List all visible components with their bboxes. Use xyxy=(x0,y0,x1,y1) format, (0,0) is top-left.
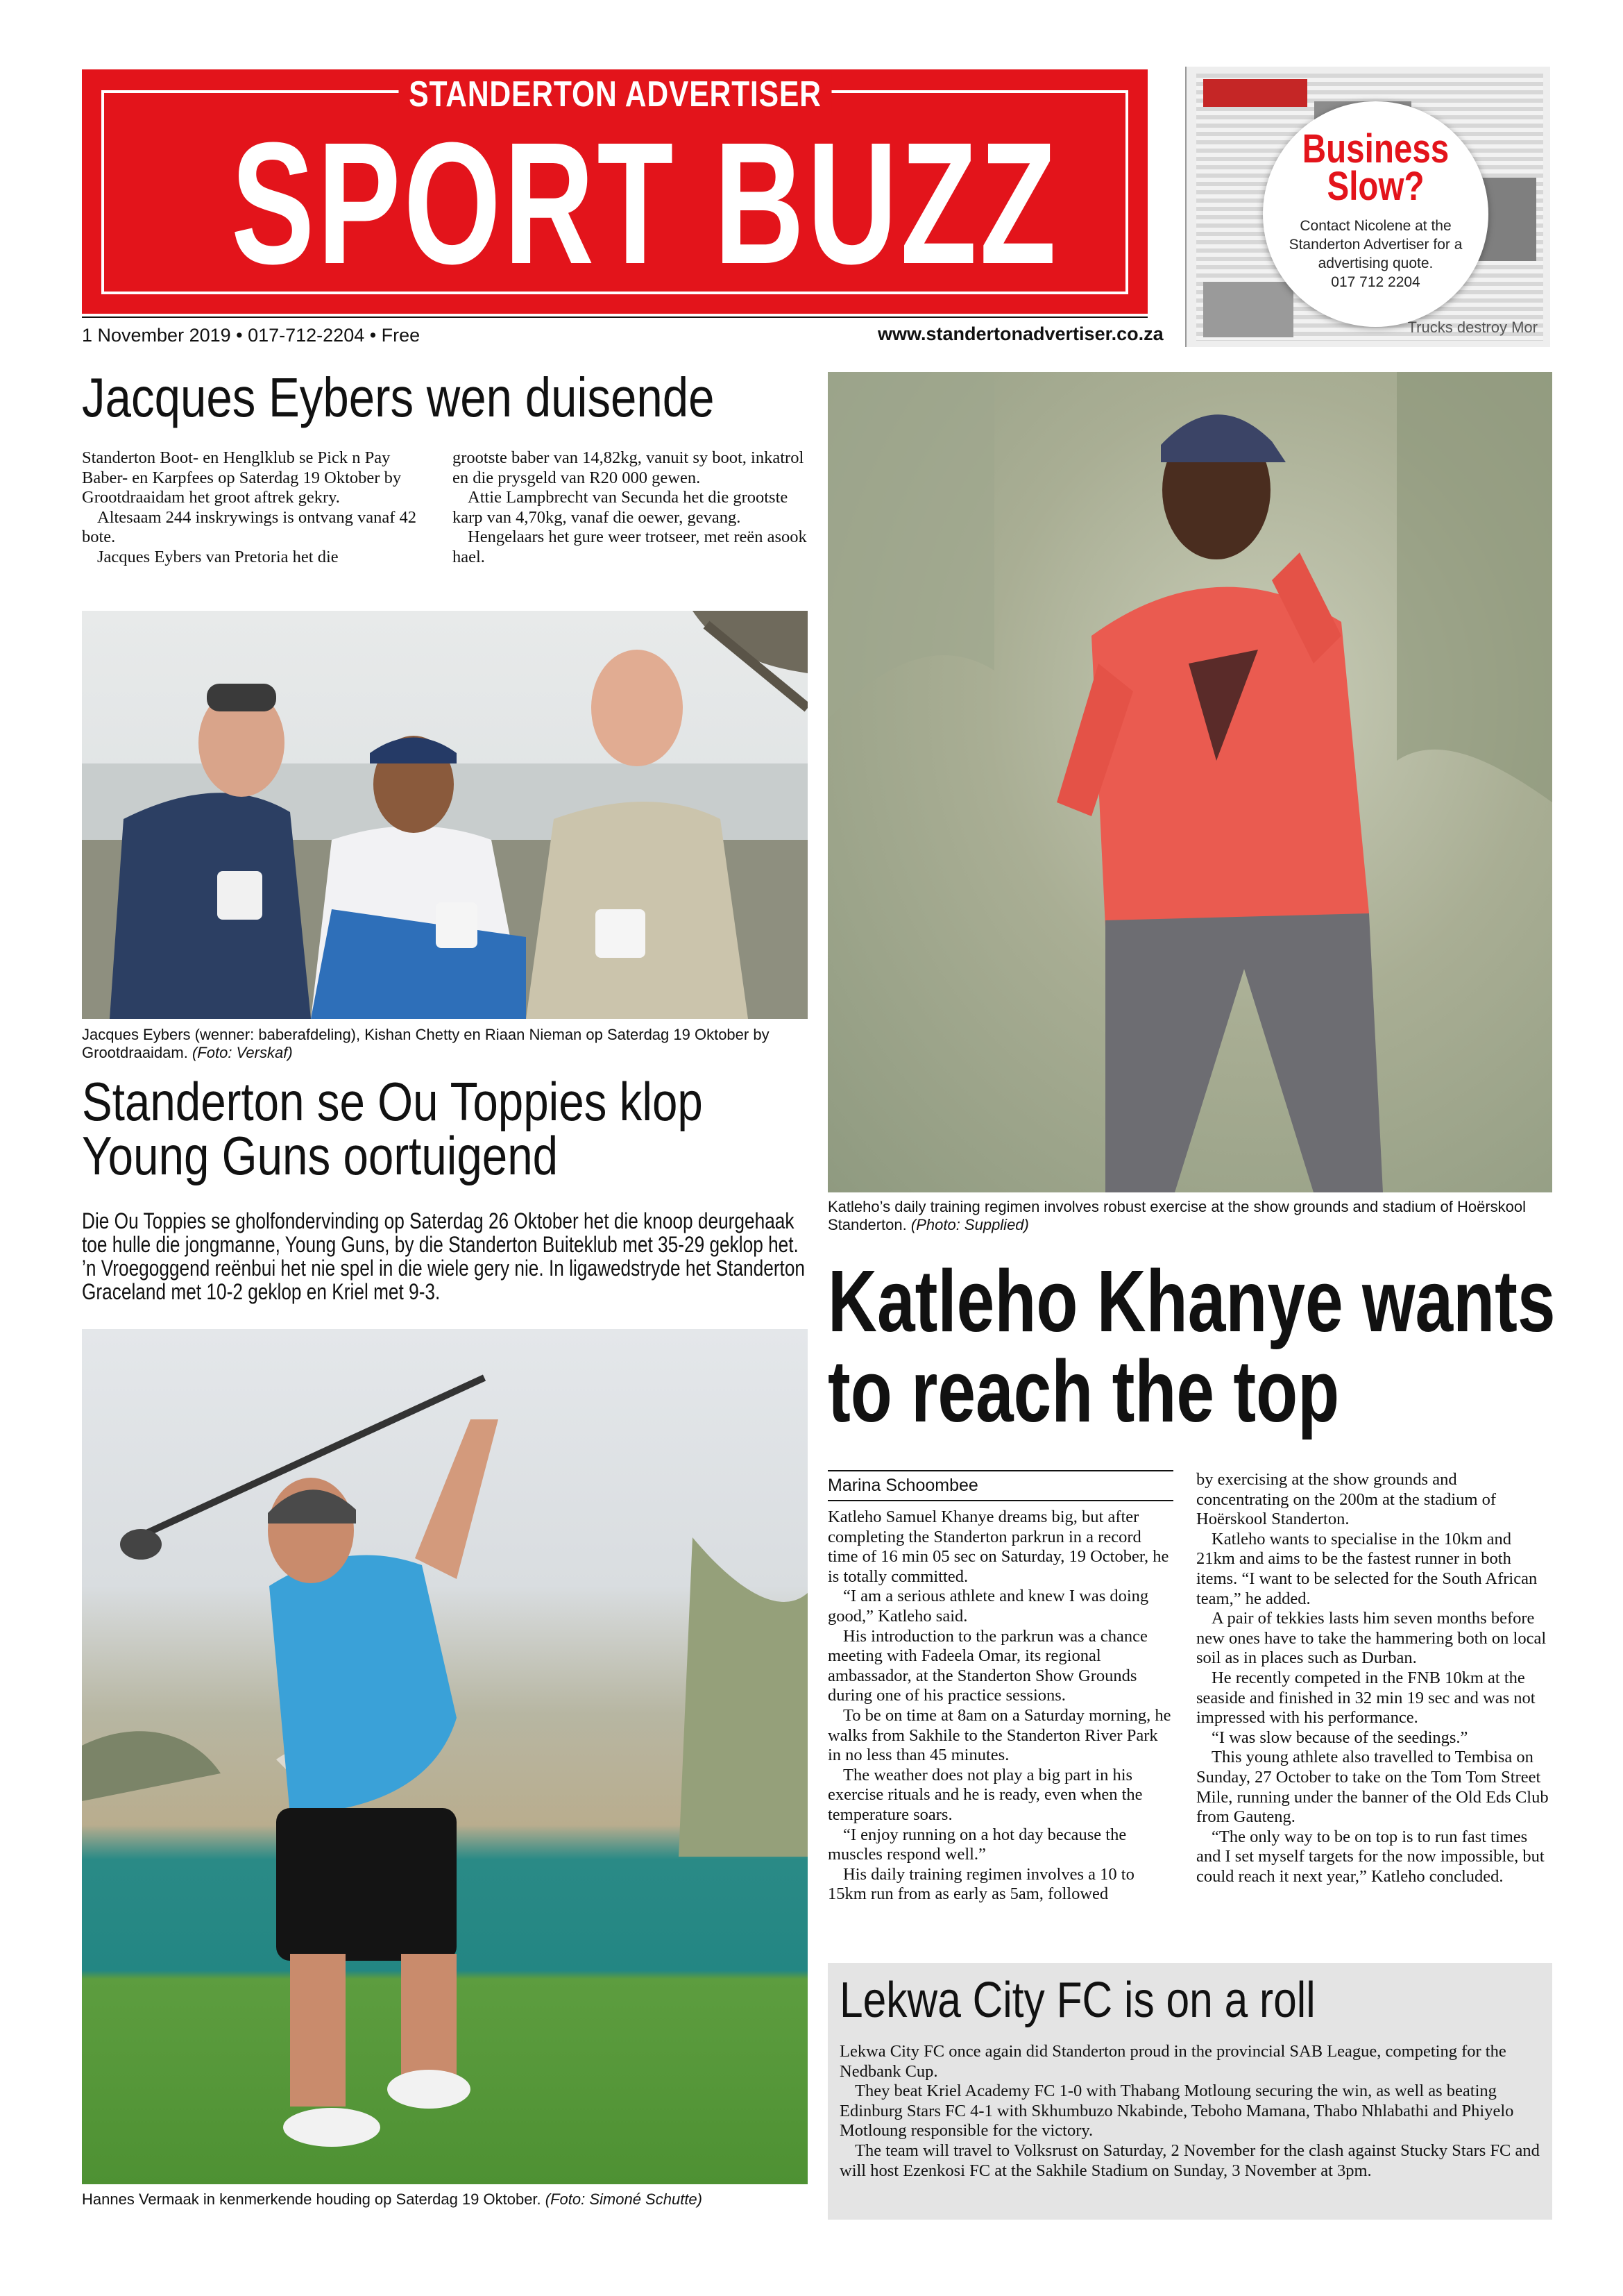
masthead-banner xyxy=(82,69,1148,314)
ad-headline xyxy=(1283,126,1468,209)
paragraph: The weather does not play a big part in his exercise rituals and he is ready, even when the temperature soars. xyxy=(828,1765,1143,1824)
paragraph: His daily training regimen involves a 10 to 15km run from as early as 5am, followed xyxy=(828,1864,1135,1904)
article3-col2 xyxy=(1196,1470,1549,1886)
caption-text: Hannes Vermaak in kenmerkende houding op Saterdag 19 Oktober. xyxy=(82,2191,541,2208)
headline-katleho xyxy=(828,1252,1556,1440)
caption-runner xyxy=(828,1198,1552,1234)
paragraph: Attie Lampbrecht van Secunda het die grootste karp van 4,70kg, vanaf die oewer, gevang. xyxy=(452,488,788,527)
headline-ou-toppies xyxy=(82,1071,703,1186)
dateline: 1 November 2019 • 017-712-2204 • Free xyxy=(82,325,420,346)
collage-masthead xyxy=(1203,79,1307,107)
headline-line1: Katleho Khanye wants xyxy=(828,1252,1556,1350)
byline: Marina Schoombee xyxy=(828,1470,1173,1501)
paragraph: To be on time at 8am on a Saturday morning, he walks from Sakhile to the Standerton River Park in no less than 45 minutes. xyxy=(828,1705,1171,1765)
paragraph: A pair of tekkies lasts him seven months before new ones have to take the hammering both on local soil as in places such as Durban. xyxy=(1196,1609,1547,1668)
paragraph: by exercising at the show grounds and concentrating on the 200m at the stadium of Hoërskool Standerton. xyxy=(1196,1470,1497,1529)
ad-phone: 017 712 2204 xyxy=(1331,274,1420,290)
kicker-text: STANDERTON ADVERTISER xyxy=(398,74,831,115)
paragraph: This young athlete also travelled to Tembisa on Sunday, 27 October to take on the Tom Tom Street Mile, running under the banner of the Old Eds Club from Gauteng. xyxy=(1196,1748,1549,1827)
paragraph: Katleho wants to specialise in the 10km and 21km and aims to be the fastest runner in both items. “I want to be selected for the South African team,” he added. xyxy=(1196,1529,1538,1608)
photo-credit: (Photo: Supplied) xyxy=(910,1216,1029,1233)
caption-text: Jacques Eybers (wenner: baberafdeling), Kishan Chetty en Riaan Nieman op Saterdag 19 Oktober by Grootdraaidam. xyxy=(82,1026,770,1061)
caption-anglers xyxy=(82,1026,808,1062)
headline-lekwa: Lekwa City FC is on a roll xyxy=(840,1973,1316,2028)
masthead-title: SPORT BUZZ xyxy=(231,106,1060,300)
paragraph: Hengelaars het gure weer trotseer, met reën asook hael. xyxy=(452,527,807,566)
ad-headline-line2: Slow? xyxy=(1327,164,1425,209)
paragraph: Katleho Samuel Khanye dreams big, but after completing the Standerton parkrun in a record time of 16 min 05 sec on Saturday, 19 October, he is totally committed. xyxy=(828,1508,1169,1586)
collage-photo xyxy=(1203,282,1293,337)
article3-col1 xyxy=(828,1508,1173,1905)
caption-text: Katleho’s daily training regimen involves robust exercise at the show grounds and stadium of Hoërskool Standerton. xyxy=(828,1198,1527,1233)
ad-headline-line1: Business xyxy=(1302,126,1450,171)
paragraph: His introduction to the parkrun was a chance meeting with Fadeela Omar, its regional ambassador, at the Standerton Show Grounds during one of his practice sessions. xyxy=(828,1626,1148,1705)
paragraph: Altesaam 244 inskrywings is ontvang vanaf 42 bote. xyxy=(82,507,416,547)
article2-deck: Die Ou Toppies se gholfondervinding op Saterdag 26 Oktober het die knoop deurgehaak toe hulle die jongmanne, Young Guns, by die Standerton Buiteklub met 35-29 geklop het. ’n Vroegoggend reënbui het nie spel in die wiele gery nie. In ligawedstryde het Standerton Graceland met 10-2 geklop en Kriel met 9-3. xyxy=(82,1208,806,1304)
runner-illustration xyxy=(828,372,1552,1192)
article4-body xyxy=(840,2042,1540,2181)
headline-eybers: Jacques Eybers wen duisende xyxy=(82,366,715,428)
paragraph: “The only way to be on top is to run fast times and I set myself targets for the now impossible, but could reach it next year,” Katleho concluded. xyxy=(1196,1827,1545,1886)
headline-line1: Standerton se Ou Toppies klop xyxy=(82,1071,703,1132)
paragraph: They beat Kriel Academy FC 1-0 with Thabang Motloung securing the win, as well as beating Edinburg Stars FC 4-1 with Skhumbuzo Nkabinde, Teboho Mamana, Thabo Nhlabathi and Phiyelo Motloung responsible for the victory. xyxy=(840,2082,1514,2141)
paragraph: grootste baber van 14,82kg, vanuit sy boot, inkatrol en die prysgeld van R20 000 gewen. xyxy=(452,448,804,487)
paragraph: He recently competed in the FNB 10km at the seaside and finished in 32 min 19 sec and was not impressed with his performance. xyxy=(1196,1668,1536,1728)
caption-golfer xyxy=(82,2191,808,2209)
paragraph: “I am a serious athlete and knew I was doing good,” Katleho said. xyxy=(828,1587,1149,1626)
website-link[interactable]: www.standertonadvertiser.co.za xyxy=(878,323,1164,344)
paragraph: The team will travel to Volksrust on Saturday, 2 November for the clash against Stucky Stars FC and will host Ezenkosi FC at the Sakhile Stadium on Sunday, 3 November at 3pm. xyxy=(840,2141,1540,2180)
photo-credit: (Foto: Simoné Schutte) xyxy=(545,2191,702,2208)
paragraph: “I was slow because of the seedings.” xyxy=(1212,1728,1468,1747)
headline-line2: Young Guns oortuigend xyxy=(82,1125,559,1186)
ad-text xyxy=(1282,217,1469,292)
photo-credit: (Foto: Verskaf) xyxy=(192,1044,293,1061)
article1-col2 xyxy=(452,448,808,568)
photo-runner xyxy=(828,372,1552,1192)
article1-col1 xyxy=(82,448,422,568)
paragraph: “I enjoy running on a hot day because the muscles respond well.” xyxy=(828,1825,1127,1864)
paragraph: Standerton Boot- en Henglklub se Pick n Pay Baber- en Karpfees op Saterdag 19 Oktober by Grootdraaidam het groot aftrek gekry. xyxy=(82,448,402,507)
ad-body: Contact Nicolene at the Standerton Advertiser for a advertising quote. xyxy=(1289,218,1463,271)
ad-circle xyxy=(1263,101,1488,327)
photo-anglers xyxy=(82,611,808,1019)
paragraph: Jacques Eybers van Pretoria het die xyxy=(97,547,339,566)
masthead-rule xyxy=(82,316,1148,318)
collage-strap: Trucks destroy Mor xyxy=(1407,319,1538,336)
photo-golfer xyxy=(82,1329,808,2184)
anglers-illustration xyxy=(82,611,808,1019)
headline-line2: to reach the top xyxy=(828,1342,1340,1440)
golfer-illustration xyxy=(82,1329,808,2184)
paragraph: Lekwa City FC once again did Standerton proud in the provincial SAB League, competing for the Nedbank Cup. xyxy=(840,2042,1506,2081)
advert-box[interactable] xyxy=(1185,67,1550,347)
